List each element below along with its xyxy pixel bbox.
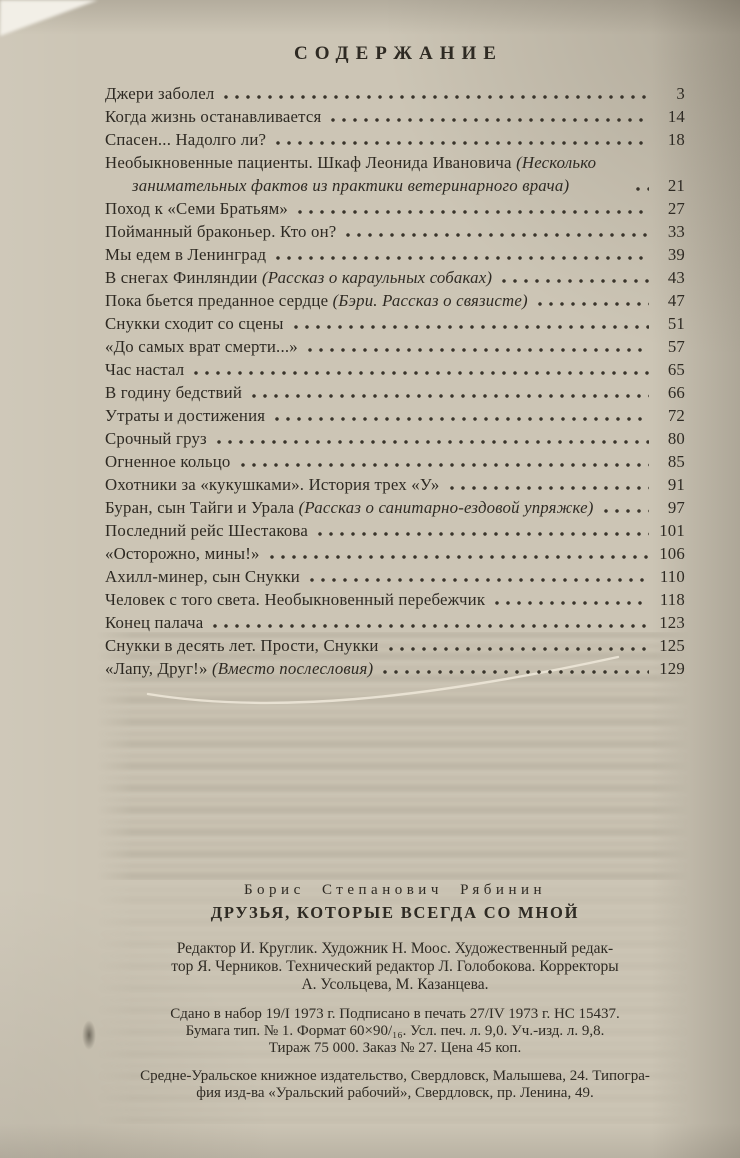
toc-row <box>105 588 685 611</box>
dot-leader <box>307 347 649 353</box>
toc-entry-title: Огненное кольцо <box>105 452 231 471</box>
toc-row <box>105 243 685 266</box>
author-name: Борис Степанович Рябинин <box>243 882 547 898</box>
toc-entry-title: Человек с того света. Необыкновенный перебежчик <box>105 590 486 609</box>
toc-page-number: 118 <box>659 590 685 609</box>
text-line: Бумага тип. № 1. Формат 60×90/₁₆. Усл. печ. л. 9,0. Уч.-изд. л. 9,8. <box>185 1023 605 1039</box>
toc-entry-title: Час настал <box>105 360 185 379</box>
dot-leader <box>501 278 649 284</box>
toc-page-number: 66 <box>667 383 685 402</box>
toc-page-number: 97 <box>667 498 685 517</box>
toc-page-number: 85 <box>667 452 685 471</box>
toc-row <box>105 450 685 473</box>
toc-entry-subtitle: (Бэри. Рассказ о связисте) <box>332 291 528 310</box>
toc-row <box>105 82 685 105</box>
dot-leader <box>603 508 649 514</box>
toc-entry-title: В снегах Финляндии (Рассказ о караульных собаках) <box>105 268 493 287</box>
toc-entry-title: «Осторожно, мины!» <box>105 544 260 563</box>
book-title: ДРУЗЬЯ, КОТОРЫЕ ВСЕГДА СО МНОЙ <box>210 903 580 922</box>
colophon <box>105 880 685 1102</box>
toc-row <box>105 289 685 312</box>
toc-entry-title: Охотники за «кукушками». История трех «У» <box>105 475 440 494</box>
toc-entry-title: Пока бьется преданное сердце (Бэри. Рассказ о связисте) <box>105 291 528 310</box>
toc-page-number: 39 <box>667 245 685 264</box>
dot-leader <box>274 416 649 422</box>
toc-row <box>105 542 685 565</box>
toc-entry-title: «Лапу, Друг!» (Вместо послесловия) <box>105 659 374 678</box>
dot-leader <box>193 370 649 376</box>
toc-entry-title: Поход к «Семи Братьям» <box>105 199 289 218</box>
dot-leader <box>317 531 649 537</box>
text-line: фия изд-ва «Уральский рабочий», Свердловск, пр. Ленина, 49. <box>196 1085 594 1101</box>
toc-page-number: 27 <box>667 199 685 218</box>
toc-row <box>105 335 685 358</box>
toc-page-number: 3 <box>676 84 685 103</box>
dot-leader <box>223 94 649 100</box>
toc-entry-title: Конец палача <box>105 613 204 632</box>
dot-leader <box>212 623 649 629</box>
dot-leader <box>449 485 650 491</box>
text-line: А. Усольцева, М. Казанцева. <box>301 976 489 993</box>
toc-row <box>105 105 685 128</box>
dot-leader <box>216 439 649 445</box>
dot-leader <box>537 301 649 307</box>
toc-row <box>105 197 685 220</box>
toc-page-number: 125 <box>659 636 685 655</box>
toc-entry-title: В годину бедствий <box>105 383 242 402</box>
toc-page-number: 43 <box>667 268 685 287</box>
toc-row <box>105 404 685 427</box>
toc-page-number: 51 <box>667 314 685 333</box>
toc-entry-title: Снукки в десять лет. Прости, Снукки <box>105 636 379 655</box>
toc-row <box>105 611 685 634</box>
toc-entry-title: Необыкновенные пациенты. Шкаф Леонида Ивановича (Несколько занимательных фактов из практики ветеринарного врача) <box>105 153 597 195</box>
toc-row <box>105 565 685 588</box>
print-info-block <box>105 1006 685 1057</box>
toc-entry-title: Пойманный браконьер. Кто он? <box>105 222 337 241</box>
toc-row <box>105 427 685 450</box>
toc-entry-title: Спасен... Надолго ли? <box>105 130 267 149</box>
contents-heading: СОДЕРЖАНИЕ <box>294 43 503 64</box>
toc-entry-subtitle: (Рассказ о караульных собаках) <box>261 268 493 287</box>
dot-leader <box>269 554 649 560</box>
toc-page-number: 106 <box>659 544 685 563</box>
toc-entry-subtitle: (Рассказ о санитарно-ездовой упряжке) <box>298 498 594 517</box>
dot-leader <box>275 140 649 146</box>
toc-entry-subtitle: (Вместо послесловия) <box>211 659 374 678</box>
toc-row <box>105 266 685 289</box>
toc-entry-title: Когда жизнь останавливается <box>105 107 322 126</box>
page-corner-highlight <box>0 0 98 36</box>
toc-page-number: 80 <box>667 429 685 448</box>
toc-page-number: 18 <box>667 130 685 149</box>
toc-row <box>105 634 685 657</box>
toc-page-number: 47 <box>667 291 685 310</box>
toc-page-number: 57 <box>667 337 685 356</box>
toc-row <box>105 496 685 519</box>
toc-page-number: 110 <box>659 567 685 586</box>
dot-leader <box>297 209 649 215</box>
toc-page-number: 65 <box>667 360 685 379</box>
toc-page-number: 101 <box>659 521 685 540</box>
toc-row <box>105 312 685 335</box>
toc-page-number: 14 <box>667 107 685 126</box>
toc-entry-title: Ахилл-минер, сын Снукки <box>105 567 300 586</box>
toc-list <box>105 82 685 680</box>
dot-leader <box>345 232 649 238</box>
dot-leader <box>293 324 649 330</box>
text-line: тор Я. Черников. Технический редактор Л. Голобокова. Корректоры <box>171 958 619 975</box>
toc-entry-title: Срочный груз <box>105 429 207 448</box>
toc-row <box>105 473 685 496</box>
toc-page-number: 129 <box>659 659 685 678</box>
dot-leader <box>251 393 649 399</box>
toc-row <box>105 128 685 151</box>
toc-row <box>105 381 685 404</box>
dot-leader <box>382 669 649 675</box>
dot-leader <box>240 462 650 468</box>
toc-entry-title: Утраты и достижения <box>105 406 266 425</box>
toc-page-number: 91 <box>667 475 685 494</box>
text-line: Средне-Уральское книжное издательство, Свердловск, Малышева, 24. Типогра- <box>140 1068 650 1084</box>
editors-block <box>105 940 685 994</box>
toc-row <box>105 358 685 381</box>
toc-page-number: 21 <box>667 176 685 195</box>
toc-entry-title: «До самых врат смерти...» <box>105 337 298 356</box>
dot-leader <box>635 186 649 192</box>
toc-entry-title: Снукки сходит со сцены <box>105 314 284 333</box>
text-line: Редактор И. Круглик. Художник Н. Моос. Художественный редак- <box>176 940 614 957</box>
toc-row <box>105 657 685 680</box>
toc-row <box>105 519 685 542</box>
dot-leader <box>330 117 649 123</box>
toc-entry-title: Джери заболел <box>105 84 215 103</box>
toc-row <box>105 151 685 197</box>
dot-leader <box>275 255 649 261</box>
toc-page-number: 72 <box>667 406 685 425</box>
toc-entry-title: Буран, сын Тайги и Урала (Рассказ о санитарно-ездовой упряжке) <box>105 498 594 517</box>
ink-smudge <box>82 1020 96 1050</box>
dot-leader <box>388 646 649 652</box>
publisher-block <box>105 1068 685 1102</box>
text-line: Тираж 75 000. Заказ № 27. Цена 45 коп. <box>268 1040 522 1056</box>
toc-page-number: 123 <box>659 613 685 632</box>
dot-leader <box>309 577 649 583</box>
toc-entry-title: Мы едем в Ленинград <box>105 245 267 264</box>
toc-entry-subtitle: (Несколько занимательных фактов из практики ветеринарного врача) <box>132 153 597 195</box>
page-content <box>105 0 685 1102</box>
dot-leader <box>494 600 649 606</box>
toc-entry-title: Последний рейс Шестакова <box>105 521 308 540</box>
toc-row <box>105 220 685 243</box>
text-line: Сдано в набор 19/I 1973 г. Подписано в печать 27/IV 1973 г. НС 15437. <box>170 1006 620 1022</box>
toc-page-number: 33 <box>667 222 685 241</box>
